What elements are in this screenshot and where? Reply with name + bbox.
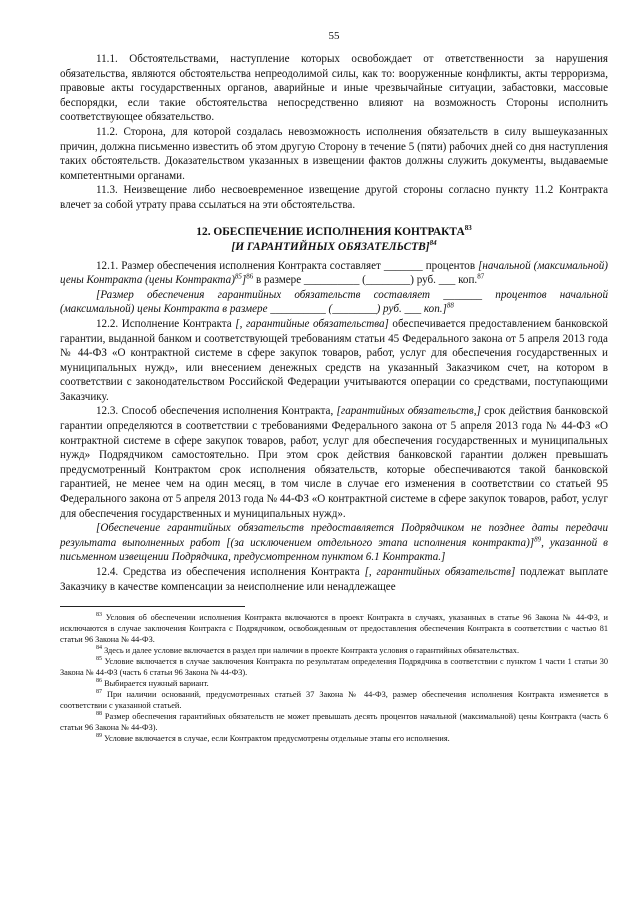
clause-11-3: 11.3. Неизвещение либо несвоевременное извещение другой стороны согласно пункту 11.2 Контракта влечет за собой утрату права ссылаться на эти обстоятельства. [60, 184, 608, 211]
footnote-89: $^{89}$ Условие включается в случае, если Контрактом предусмотрены отдельные этапы его исполнения. [96, 733, 450, 744]
clause-11-2: 11.2. Сторона, для которой создалась невозможность исполнения обязательств в силу вышеуказанных причин, должна письменно известить об этом другую Сторону в течение 5 (пяти) рабочих дней со дня наступления таких обстоятельств. Доказательством указанных в извещении фактов должны служить документы, выдаваемые компетентными органами. [60, 125, 608, 182]
clause-12-1-alternative: [Размер обеспечения гарантийных обязательств составляет _______ процентов начальной (максимальной) цены Контракта в размере __________ (________) руб. ___ коп.]$^{88}$ [60, 288, 608, 316]
footnotes [60, 612, 608, 744]
section-12-heading [60, 225, 608, 255]
footnote-88: $^{88}$ Размер обеспечения гарантийных обязательств не может превышать десять процентов начальной (максимальной) цены Контракта (часть 6 статьи 96 Закона № 44-ФЗ). [60, 711, 609, 733]
footnote-86: $^{86}$ Выбирается нужный вариант. [96, 678, 209, 689]
clause-11-1: 11.1. Обстоятельствами, наступление которых освобождает от ответственности за нарушения обязательства, являются обстоятельства непреодолимой силы, как то: вооруженные конфликты, акты терроризма, правовые акты государственных органов, аварийные и иные чрезвычайные ситуации, забастовки, массовые беспорядки, если такие обстоятельства непосредственно влияют на возможность Стороны исполнить соответствующее обязательство. [60, 53, 608, 124]
clause-12-1: 12.1. Размер обеспечения исполнения Контракта составляет _______ процентов [начальной (максимальной) цены Контракта (цены Контракта)$^{85}$]$^{86}$ в размере __________ (________) руб. ___ коп.$^{87}$ [60, 259, 608, 287]
section-12-title: 12. ОБЕСПЕЧЕНИЕ ИСПОЛНЕНИЯ КОНТРАКТА$^{83}$ [196, 223, 472, 238]
clause-12-3: 12.3. Способ обеспечения исполнения Контракта, [гарантийных обязательств,] срок действия банковской гарантии определяются в соответствии с требованиями Федерального закона от 5 апреля 2013 года № 44-ФЗ «О контрактной системе в сфере закупок товаров, работ, услуг для обеспечения государственных и муниципальных нужд» Подрядчиком самостоятельно. При этом срок действия банковской гарантии должен превышать предусмотренный Контрактом срок исполнения обязательств, которые обеспечиваются такой банковской гарантией, не менее чем на один месяц, в том числе в случае его изменения в соответствии со статьей 95 Федерального закона от 5 апреля 2013 года № 44-ФЗ «О контрактной системе в сфере закупок товаров, работ, услуг для обеспечения государственных и муниципальных нужд». [60, 405, 609, 520]
section-12-subtitle: [И ГАРАНТИЙНЫХ ОБЯЗАТЕЛЬСТВ]$^{84}$ [231, 238, 437, 253]
footnote-85: $^{85}$ Условие включается в случае заключения Контракта по результатам определения Подрядчика в соответствии с пунктом 1 части 1 статьи 30 Закона № 44-ФЗ (часть 6 статьи 96 Закона № 44-ФЗ). [60, 656, 608, 678]
footnote-83: $^{83}$ Условия об обеспечении исполнения Контракта включаются в проект Контракта в случаях, указанных в статье 96 Закона № 44-ФЗ, и исключаются в случае заключения Контракта с Подрядчиком, освобожденным от предоставления обеспечения Контракта в соответствии с частью 81 статьи 96 Закона № 44-ФЗ. [60, 612, 608, 645]
footnote-87: $^{87}$ При наличии оснований, предусмотренных статьей 37 Закона № 44-ФЗ, размер обеспечения исполнения Контракта изменяется в соответствии с указанной статьей. [60, 689, 608, 711]
document-page [60, 30, 608, 744]
footnote-separator [60, 606, 245, 607]
footnote-84: $^{84}$ Здесь и далее условие включается в раздел при наличии в проекте Контракта условия о гарантийных обязательствах. [96, 645, 520, 656]
clause-12-4: 12.4. Средства из обеспечения исполнения Контракта [, гарантийных обязательств] подлежат выплате Заказчику в качестве компенсации за неисполнение или ненадлежащее [60, 566, 608, 593]
clause-12-2: 12.2. Исполнение Контракта [, гарантийные обязательства] обеспечивается предоставлением банковской гарантии, выданной банком и соответствующей требованиям статьи 45 Федерального закона от 5 апреля 2013 года № 44-ФЗ «О контрактной системе в сфере закупок товаров, работ, услуг для обеспечения государственных и муниципальных нужд», или внесением денежных средств на указанный Заказчиком счет, на котором в соответствии с законодательством Российской Федерации учитываются операции со средствами, поступающими Заказчику. [60, 317, 608, 403]
page-number: 55 [328, 30, 340, 42]
clause-12-3-alternative: [Обеспечение гарантийных обязательств предоставляется Подрядчиком не позднее даты передачи результата выполненных работ [(за исключением отдельного этапа исполнения контракта)]$^{89}$, указанной в письменном извещении Подрядчика, предусмотренном пунктом 6.1 Контракта.] [60, 522, 608, 564]
